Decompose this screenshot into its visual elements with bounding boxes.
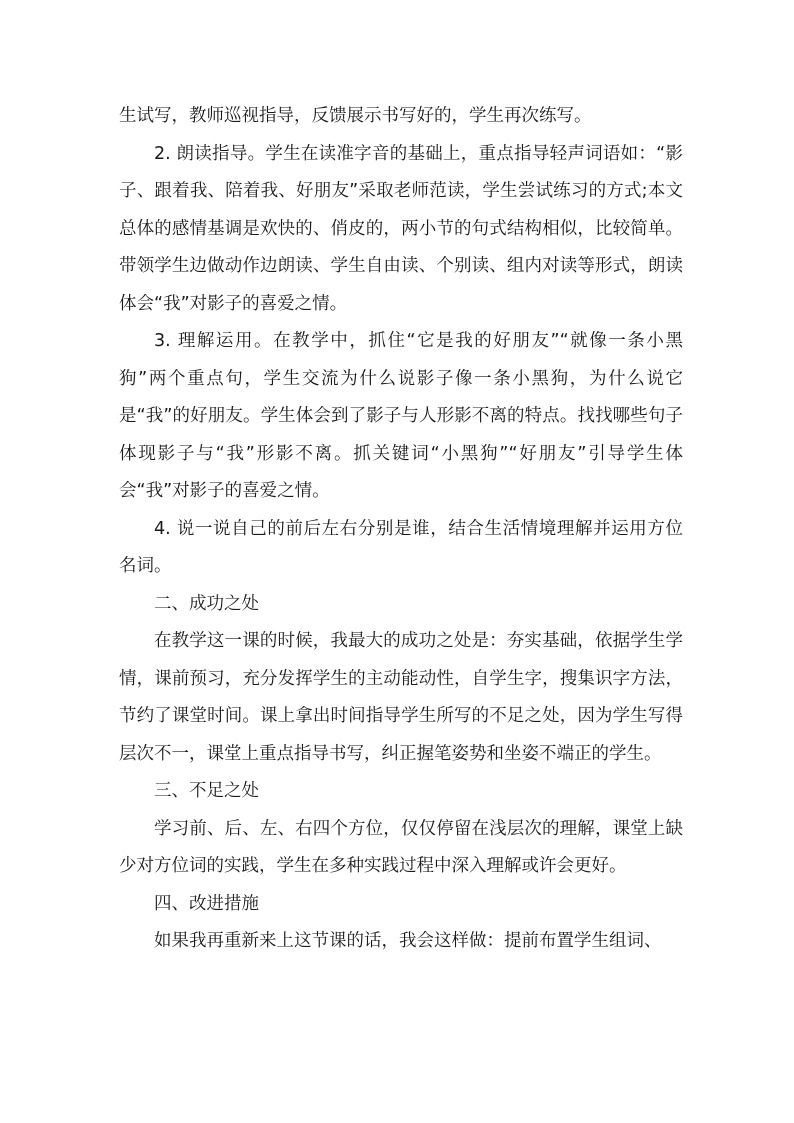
paragraph-shortcomings: 学习前、后、左、右四个方位，仅仅停留在浅层次的理解，课堂上缺少对方位词的实践，学生在多种实践过程中深入理解或许会更好。 xyxy=(119,818,683,876)
paragraph-continuation: 生试写，教师巡视指导，反馈展示书写好的，学生再次练写。 xyxy=(119,106,592,126)
section-heading-shortcomings: 三、不足之处 xyxy=(154,781,259,801)
section-heading-successes: 二、成功之处 xyxy=(154,593,259,614)
paragraph-improvements: 如果我再重新来上这节课的话，我会这样做：提前布置学生组词、 xyxy=(154,931,662,951)
paragraph-reading-guidance: 2. 朗读指导。学生在读准字音的基础上，重点指导轻声词语如：“影子、跟着我、陪着我、好朋友”采取老师范读，学生尝试练习的方式;本文总体的感情基调是欢快的、俏皮的，两小节的句式结构相似，比较简单。带领学生边做动作边朗读、学生自由读、个别读、组内对读等形式，朗读体会“我”对影子的喜爱之情。 xyxy=(119,143,683,314)
paragraph-directions-practice: 4. 说一说自己的前后左右分别是谁，结合生活情境理解并运用方位名词。 xyxy=(119,518,683,576)
paragraph-successes: 在教学这一课的时候，我最大的成功之处是：夯实基础，依据学生学情，课前预习，充分发挥学生的主动能动性，自学生字，搜集识字方法，节约了课堂时间。课上拿出时间指导学生所写的不足之处，因为学生写得层次不一，课堂上重点指导书写，纠正握笔姿势和坐姿不端正的学生。 xyxy=(119,631,683,764)
section-heading-improvements: 四、改进措施 xyxy=(154,893,259,914)
document-body xyxy=(119,98,683,961)
paragraph-understanding-application: 3. 理解运用。在教学中，抓住“它是我的好朋友”“就像一条小黑狗”两个重点句，学生交流为什么说影子像一条小黑狗，为什么说它是“我”的好朋友。学生体会到了影子与人形影不离的特点。找找哪些句子体现影子与“我”形影不离。抓关键词“小黑狗”“好朋友”引导学生体会“我”对影子的喜爱之情。 xyxy=(119,331,683,501)
